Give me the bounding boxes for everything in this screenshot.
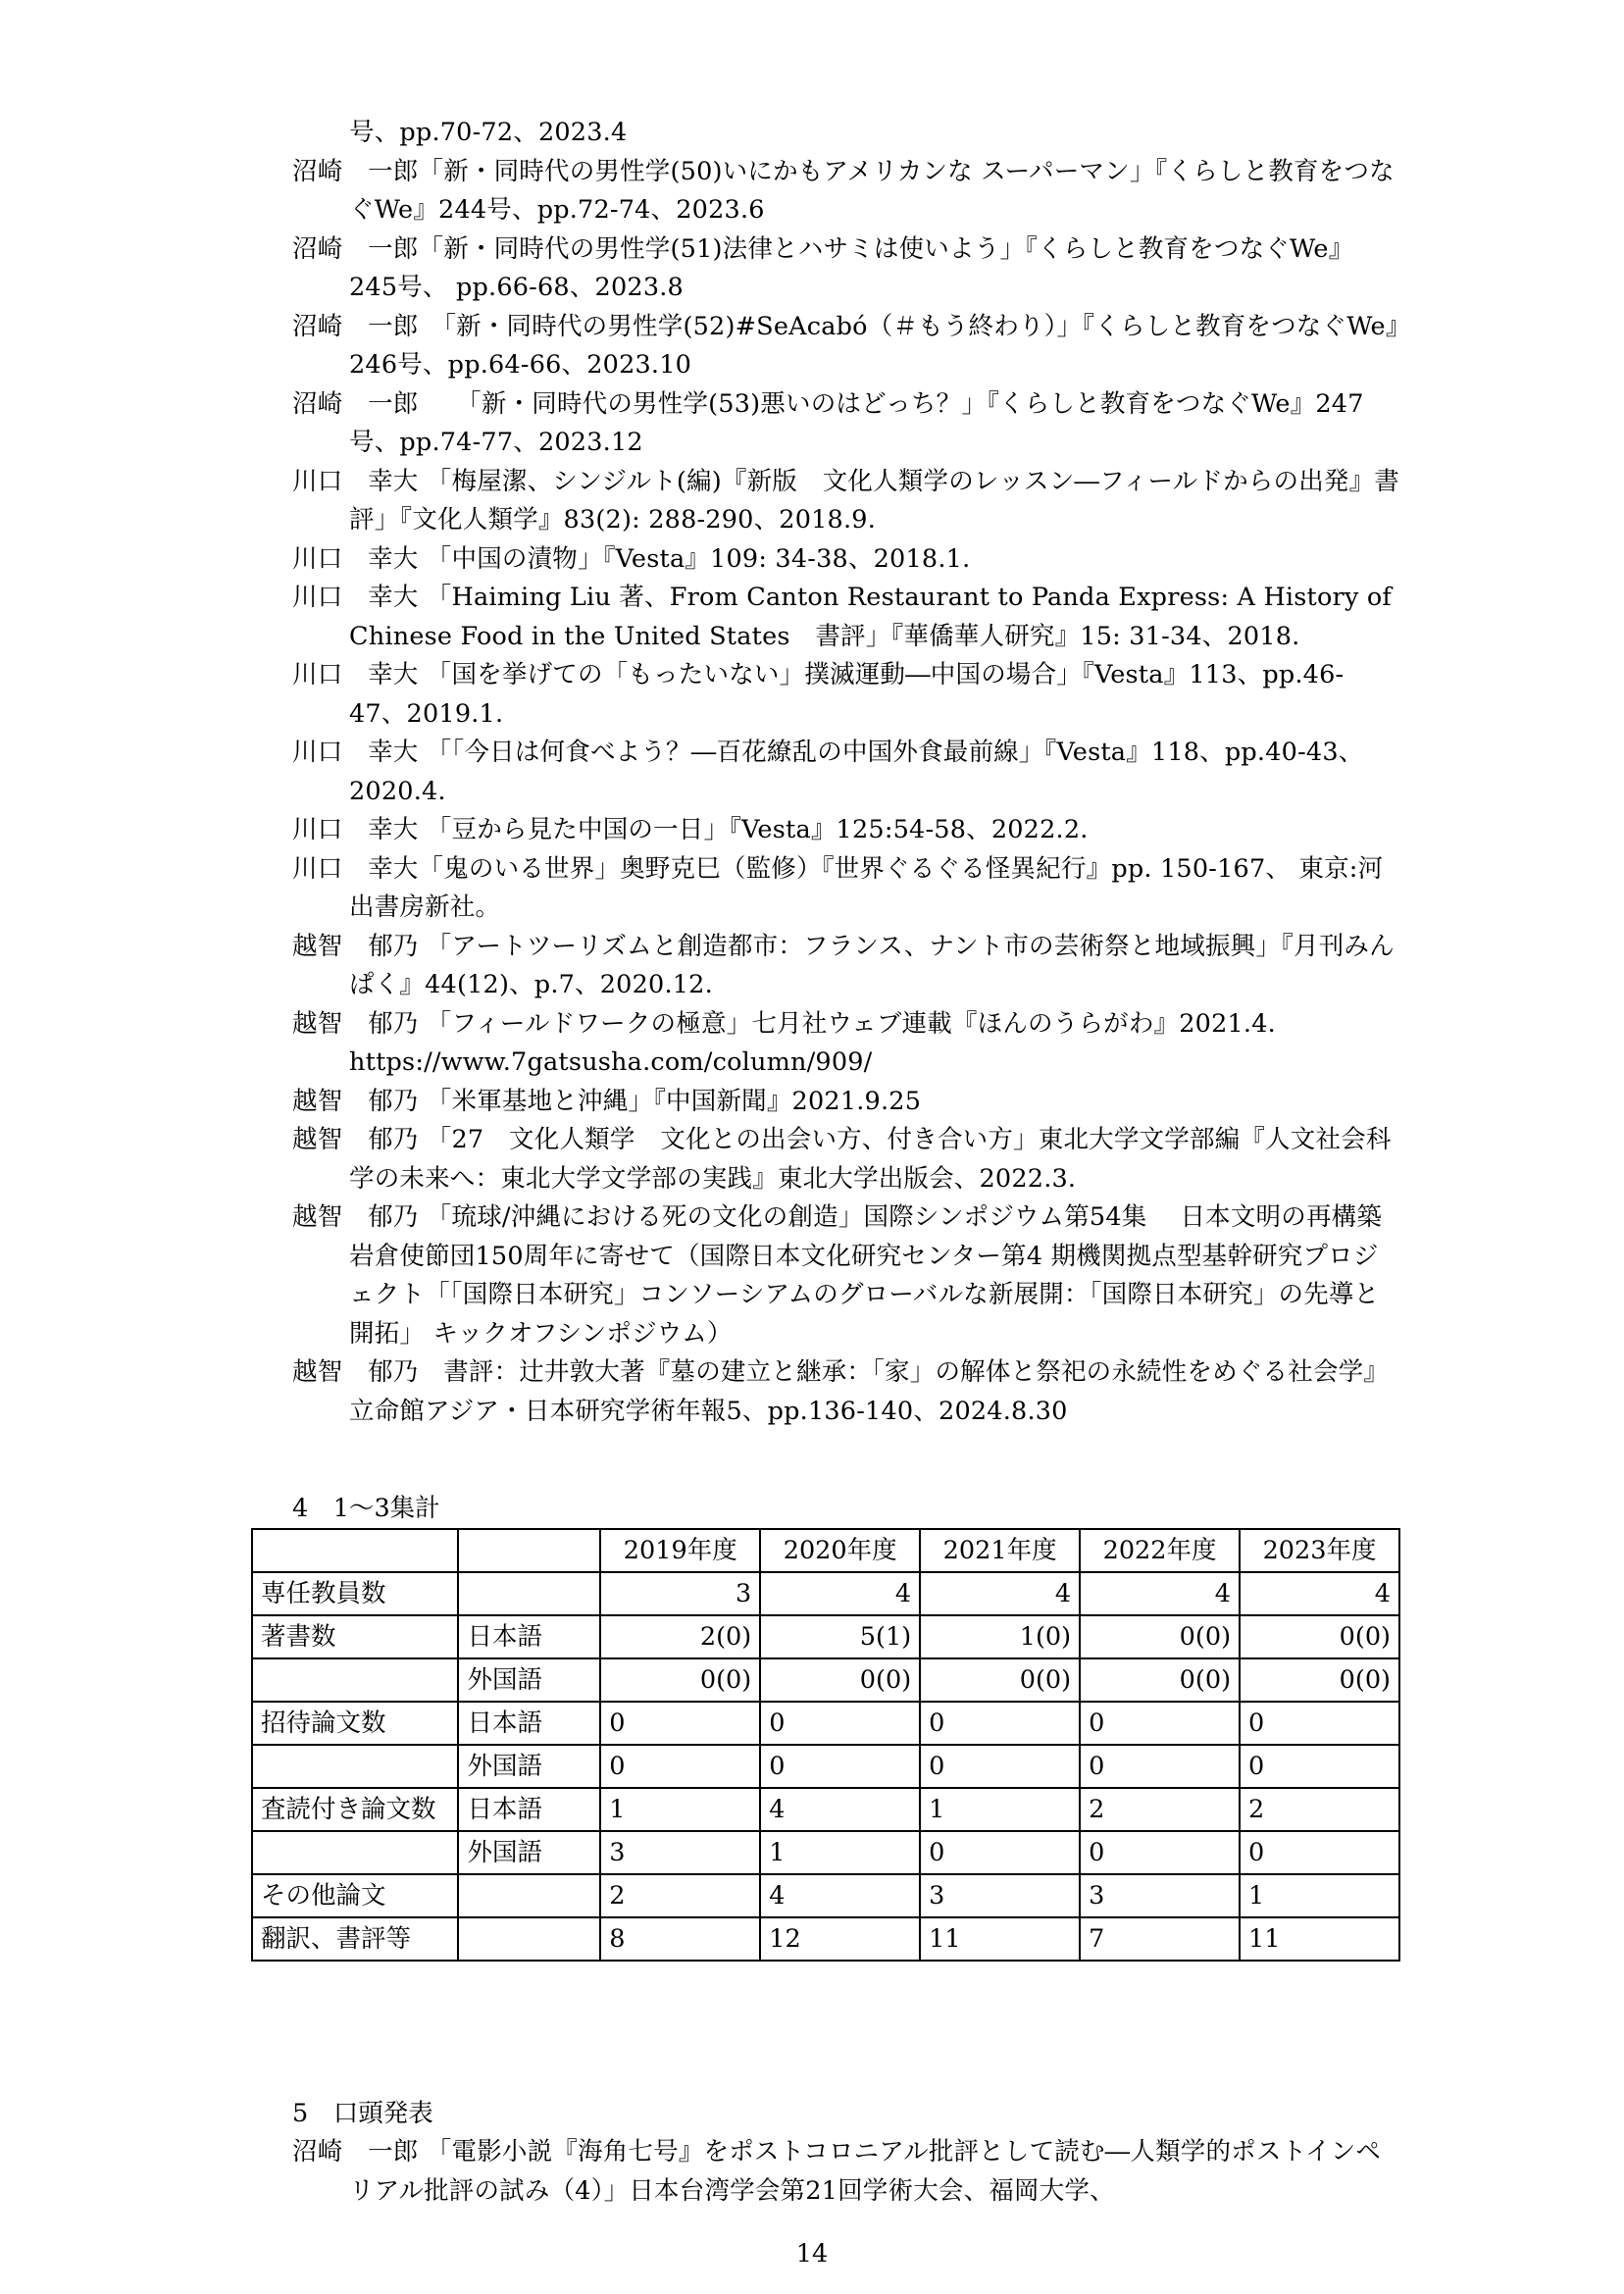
row-language: 日本語 — [458, 1615, 600, 1658]
table-cell: 0 — [1080, 1831, 1240, 1874]
table-cell: 1 — [920, 1788, 1080, 1831]
table-cell: 5(1) — [760, 1615, 920, 1658]
reference-entry: 越智 郁乃 「アートツーリズムと創造都市：フランス、ナント市の芸術祭と地域振興」『月刊みんぱく』44(12)、p.7、2020.12. — [292, 931, 1395, 999]
table-corner-cell — [458, 1529, 600, 1572]
table-cell: 4 — [1240, 1572, 1399, 1615]
summary-table — [251, 1528, 1400, 1962]
row-language: 外国語 — [458, 1831, 600, 1874]
reference-entry: 川口 幸大 「中国の漬物」『Vesta』109: 34-38、2018.1. — [292, 543, 971, 574]
year-header: 2023年度 — [1240, 1529, 1399, 1572]
row-label: その他論文 — [252, 1874, 458, 1917]
row-label: 専任教員数 — [252, 1572, 458, 1615]
table-cell: 4 — [760, 1572, 920, 1615]
table-cell: 0(0) — [1080, 1615, 1240, 1658]
table-cell: 0 — [1080, 1702, 1240, 1745]
section-5-title: 5 口頭発表 — [292, 2099, 433, 2128]
reference-entry: 沼崎 一郎「新・同時代の男性学(50)いにかもアメリカンな スーパーマン」『くらしと教育をつなぐWe』244号、pp.72-74、2023.6 — [292, 156, 1395, 225]
reference-entry: 越智 郁乃 「フィールドワークの極意」七月社ウェブ連載『ほんのうらがわ』2021.4. https://www.7gatsusha.com/column/909/ — [292, 1008, 1276, 1077]
year-header: 2019年度 — [600, 1529, 760, 1572]
reference-entry: 越智 郁乃 書評：辻井敦大著『墓の建立と継承：「家」の解体と祭祀の永続性をめぐる社会学』立命館アジア・日本研究学術年報5、pp.136-140、2024.8.30 — [292, 1357, 1390, 1426]
table-row — [252, 1658, 1399, 1702]
reference-entry: 越智 郁乃 「27 文化人類学 文化との出会い方、付き合い方」東北大学文学部編『人文社会科学の未来へ：東北大学文学部の実践』東北大学出版会、2022.3. — [292, 1125, 1392, 1194]
table-cell: 3 — [920, 1874, 1080, 1917]
table-cell: 12 — [760, 1917, 920, 1961]
table-cell: 0 — [920, 1831, 1080, 1874]
table-cell: 11 — [920, 1917, 1080, 1961]
row-label: 翻訳、書評等 — [252, 1917, 458, 1961]
table-cell: 3 — [1080, 1874, 1240, 1917]
table-cell: 4 — [1080, 1572, 1240, 1615]
table-cell: 2 — [600, 1874, 760, 1917]
table-row — [252, 1702, 1399, 1745]
year-header: 2022年度 — [1080, 1529, 1240, 1572]
reference-entry: 川口 幸大 「「今日は何食べよう？―百花繚乱の中国外食最前線」『Vesta』118、pp.40-43、2020.4. — [292, 738, 1364, 806]
table-row — [252, 1874, 1399, 1917]
reference-entry: 越智 郁乃 「琉球/沖縄における死の文化の創造」国際シンポジウム第54集 日本文明の再構築 岩倉使節団150周年に寄せて（国際日本文化研究センター第4 期機関拠点型基幹研究プロジェクト「「国際日本研究」コンソーシアムのグローバルな新展開：「国際日本研究」の先導と開拓」 キックオフシンポジウム） — [292, 1202, 1407, 1349]
reference-entry: 川口 幸大「鬼のいる世界」奥野克巳（監修）『世界ぐるぐる怪異紀行』pp. 150-167、 東京:河出書房新社。 — [292, 853, 1384, 922]
table-cell: 0(0) — [600, 1658, 760, 1702]
table-cell: 3 — [600, 1831, 760, 1874]
table-cell: 0 — [1240, 1702, 1399, 1745]
reference-entry: 川口 幸大 「Haiming Liu 著、From Canton Restaurant to Panda Express: A History of Chinese Food in the United States 書評」『華僑華人研究』15: 31-34、2018. — [292, 583, 1393, 651]
table-cell: 0 — [600, 1745, 760, 1788]
table-cell: 8 — [600, 1917, 760, 1961]
table-cell: 7 — [1080, 1917, 1240, 1961]
row-label: 査読付き論文数 — [252, 1788, 458, 1831]
table-cell: 2 — [1080, 1788, 1240, 1831]
table-row — [252, 1831, 1399, 1874]
reference-entry: 川口 幸大 「国を挙げての「もったいない」撲滅運動―中国の場合」『Vesta』113、pp.46-47、2019.1. — [292, 660, 1345, 729]
row-language: 日本語 — [458, 1702, 600, 1745]
table-cell: 0 — [1240, 1831, 1399, 1874]
table-cell: 0(0) — [1240, 1615, 1399, 1658]
table-cell: 4 — [920, 1572, 1080, 1615]
row-language — [458, 1874, 600, 1917]
table-cell: 4 — [760, 1788, 920, 1831]
page-number: 14 — [795, 2239, 829, 2269]
reference-entry: 川口 幸大 「梅屋潔、シンジルト(編)『新版 文化人類学のレッスン―フィールドからの出発』書評」『文化人類学』83(2): 288-290、2018.9. — [292, 466, 1399, 535]
year-header: 2020年度 — [760, 1529, 920, 1572]
reference-list — [292, 114, 1407, 1431]
table-cell: 11 — [1240, 1917, 1399, 1961]
table-cell: 0 — [760, 1745, 920, 1788]
row-language — [458, 1572, 600, 1615]
table-row — [252, 1615, 1399, 1658]
table-row — [252, 1745, 1399, 1788]
section-4-title: 4 1～3集計 — [292, 1494, 440, 1523]
row-label — [252, 1745, 458, 1788]
table-cell: 1(0) — [920, 1615, 1080, 1658]
year-header: 2021年度 — [920, 1529, 1080, 1572]
table-cell: 0 — [920, 1745, 1080, 1788]
reference-entry: 川口 幸大 「豆から見た中国の一日」『Vesta』125:54-58、2022.2. — [292, 815, 1089, 844]
table-cell: 2 — [1240, 1788, 1399, 1831]
table-row — [252, 1917, 1399, 1961]
table-body — [252, 1572, 1399, 1961]
reference-entry: 越智 郁乃 「米軍基地と沖縄」『中国新聞』2021.9.25 — [292, 1086, 922, 1116]
table-cell: 0 — [760, 1702, 920, 1745]
row-language: 日本語 — [458, 1788, 600, 1831]
table-cell: 0 — [1240, 1745, 1399, 1788]
table-cell: 0 — [600, 1702, 760, 1745]
presentation-list — [292, 2133, 1400, 2211]
table-corner-cell — [252, 1529, 458, 1572]
table-cell: 0(0) — [1240, 1658, 1399, 1702]
reference-entry: 沼崎 一郎 「新・同時代の男性学(53)悪いのはどっち？」『くらしと教育をつなぐWe』247号、pp.74-77、2023.12 — [292, 388, 1364, 457]
reference-entry: 沼崎 一郎 「新・同時代の男性学(52)#SeAcabó（＃もう終わり）」『くらしと教育をつなぐWe』246号、pp.64-66、2023.10 — [292, 311, 1398, 380]
table-cell: 0(0) — [760, 1658, 920, 1702]
table-row — [252, 1788, 1399, 1831]
table-cell: 1 — [760, 1831, 920, 1874]
reference-entry: 沼崎 一郎「新・同時代の男性学(51)法律とハサミは使いよう」『くらしと教育をつなぐWe』245号、 pp.66-68、2023.8 — [292, 233, 1354, 302]
table-cell: 1 — [1240, 1874, 1399, 1917]
row-label — [252, 1658, 458, 1702]
row-label: 招待論文数 — [252, 1702, 458, 1745]
row-label — [252, 1831, 458, 1874]
presentation-entry: 沼崎 一郎 「電影小説『海角七号』をポストコロニアル批評として読む―人類学的ポストインペリアル批評の試み（4）」日本台湾学会第21回学術大会、福岡大学、 — [292, 2137, 1382, 2206]
table-row — [252, 1572, 1399, 1615]
row-language — [458, 1917, 600, 1961]
table-cell: 0 — [920, 1702, 1080, 1745]
table-cell: 3 — [600, 1572, 760, 1615]
table-cell: 0 — [1080, 1745, 1240, 1788]
table-cell: 2(0) — [600, 1615, 760, 1658]
table-cell: 0(0) — [1080, 1658, 1240, 1702]
table-cell: 1 — [600, 1788, 760, 1831]
row-language: 外国語 — [458, 1745, 600, 1788]
table-cell: 0(0) — [920, 1658, 1080, 1702]
table-cell: 4 — [760, 1874, 920, 1917]
reference-entry: 号、pp.70-72、2023.4 — [349, 118, 628, 147]
row-language: 外国語 — [458, 1658, 600, 1702]
row-label: 著書数 — [252, 1615, 458, 1658]
table-header-row — [252, 1529, 1399, 1572]
